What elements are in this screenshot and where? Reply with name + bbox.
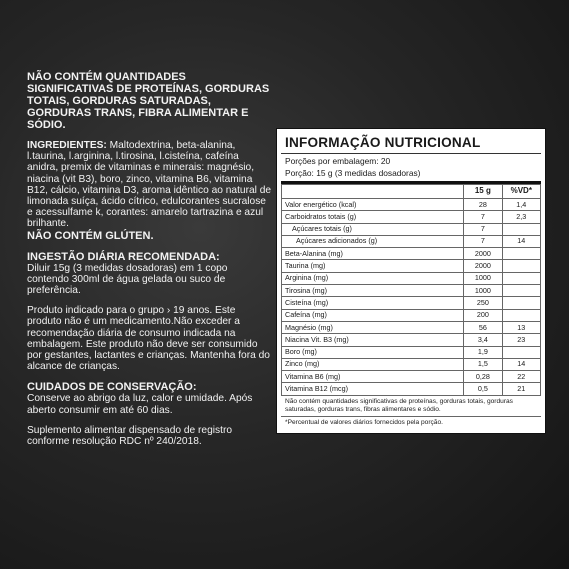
nutrient-amount: 7 [464,235,502,247]
nutrition-row [282,346,541,358]
nutrient-name: Vitamina B12 (mcg) [282,383,464,395]
nutrient-name: Zinco (mg) [282,358,464,370]
header-amount: 15 g [464,185,502,199]
conservation-heading: CUIDADOS DE CONSERVAÇÃO: [27,381,197,394]
nutrition-row [282,358,541,370]
nutrient-amount: 7 [464,223,502,235]
nutrition-row [282,309,541,321]
nutrient-name: Valor energético (kcal) [282,199,464,211]
nutrient-name: Boro (mg) [282,346,464,358]
nutrient-name: Beta-Alanina (mg) [282,248,464,260]
nutrient-amount: 28 [464,199,502,211]
nutrition-title: INFORMAÇÃO NUTRICIONAL [281,133,541,154]
nutrient-name: Açúcares adicionados (g) [282,235,464,247]
nutrition-row [282,297,541,309]
nutrition-row [282,199,541,211]
ingredients-paragraph [27,140,272,230]
product-info-text [27,71,272,447]
nutrient-name: Cafeína (mg) [282,309,464,321]
nutrition-row [282,383,541,395]
nutrient-name: Açúcares totais (g) [282,223,464,235]
nutrient-name: Tirosina (mg) [282,285,464,297]
no-significant-amounts-claim: NÃO CONTÉM QUANTIDADES SIGNIFICATIVAS DE PROTEÍNAS, GORDURAS TOTAIS, GORDURAS SATURADAS, GORDURAS TRANS, FIBRA ALIMENTAR E SÓDIO. [27,71,270,131]
nutrition-row [282,371,541,383]
vd-note: *Percentual de valores diários fornecidos pela porção. [285,418,443,426]
nutrient-vd [502,248,540,260]
nutrient-name: Carboidratos totais (g) [282,211,464,223]
nutrient-vd: 21 [502,383,540,395]
nutrient-vd: 1,4 [502,199,540,211]
nutrient-vd [502,285,540,297]
nutrient-vd: 13 [502,321,540,333]
ingredients-text: Maltodextrina, beta-alanina, l.taurina, l.arginina, l.tirosina, l.cisteína, cafeína anidra, premix de vitaminas e minerais: magnésio, niacina (vit B3), boro, zinco, vitamina B6, vitamina B12, cálcio, vitamina D3, aroma idêntico ao natural de limonada suíça, ácido cítrico, edulcorantes sucralose e acessulfame k, corantes: amarelo tartrazina e azul brilhante. [27,140,272,230]
gluten-warning: NÃO CONTÉM GLÚTEN. [27,229,154,242]
intake-text: Diluir 15g (3 medidas dosadoras) em 1 copo contendo 300ml de água gelada ou suco de preferência. [27,262,228,297]
nutrition-row [282,235,541,247]
nutrition-facts-panel [276,128,546,434]
nutrition-rows [282,199,541,396]
servings-per-package: Porções por embalagem: 20 [285,156,391,166]
nutrient-amount: 0,5 [464,383,502,395]
intake-heading: INGESTÃO DIÁRIA RECOMENDADA: [27,250,220,263]
nutrition-table [281,184,541,396]
nutrient-vd [502,223,540,235]
nutrition-row [282,248,541,260]
nutrient-vd: 22 [502,371,540,383]
nutrient-amount: 3,4 [464,334,502,346]
nutrient-name: Arginina (mg) [282,272,464,284]
nutrient-amount: 2000 [464,260,502,272]
header-blank [282,185,464,199]
nutrient-name: Taurina (mg) [282,260,464,272]
nutrient-amount: 250 [464,297,502,309]
conservation-text: Conserve ao abrigo da luz, calor e umidade. Após aberto consumir em até 60 dias. [27,393,253,416]
nutrient-amount: 1,5 [464,358,502,370]
nutrient-vd [502,297,540,309]
portion-size: Porção: 15 g (3 medidas dosadoras) [281,166,541,184]
nutrient-amount: 0,28 [464,371,502,383]
nutrition-row [282,334,541,346]
nutrient-name: Niacina Vit. B3 (mg) [282,334,464,346]
nutrient-amount: 1,9 [464,346,502,358]
nutrition-row [282,285,541,297]
nutrition-row [282,211,541,223]
supplement-registration-text: Suplemento alimentar dispensado de registro conforme resolução RDC nº 240/2018. [27,424,233,448]
indication-text: Produto indicado para o grupo › 19 anos. Este produto não é um medicamento.Não exceder a recomendação diária de consumo indicada na embalagem. Este produto não deve ser consumido por gestantes, lactantes e crianças. Mantenha fora do alcance de crianças. [27,305,270,373]
ingredients-label: INGREDIENTES: [27,140,107,151]
nutrient-vd: 14 [502,235,540,247]
nutrient-name: Vitamina B6 (mg) [282,371,464,383]
nutrition-header-row [282,185,541,199]
nutrient-amount: 200 [464,309,502,321]
nutrition-row [282,223,541,235]
nutrient-vd [502,272,540,284]
nutrient-amount: 1000 [464,272,502,284]
nutrition-row [282,272,541,284]
nutrient-amount: 7 [464,211,502,223]
nutrient-vd: 23 [502,334,540,346]
nutrient-vd [502,309,540,321]
nutrient-name: Cisteína (mg) [282,297,464,309]
nutrient-vd: 2,3 [502,211,540,223]
header-vd: %VD* [502,185,540,199]
nutrient-amount: 2000 [464,248,502,260]
nutrition-footnote: Não contém quantidades significativas de proteínas, gorduras totais, gorduras saturadas, gorduras trans, fibras alimentares e sódio. [281,396,541,417]
nutrition-row [282,260,541,272]
nutrient-amount: 1000 [464,285,502,297]
nutrient-name: Magnésio (mg) [282,321,464,333]
nutrient-amount: 56 [464,321,502,333]
nutrition-row [282,321,541,333]
nutrient-vd [502,260,540,272]
nutrient-vd [502,346,540,358]
nutrient-vd: 14 [502,358,540,370]
